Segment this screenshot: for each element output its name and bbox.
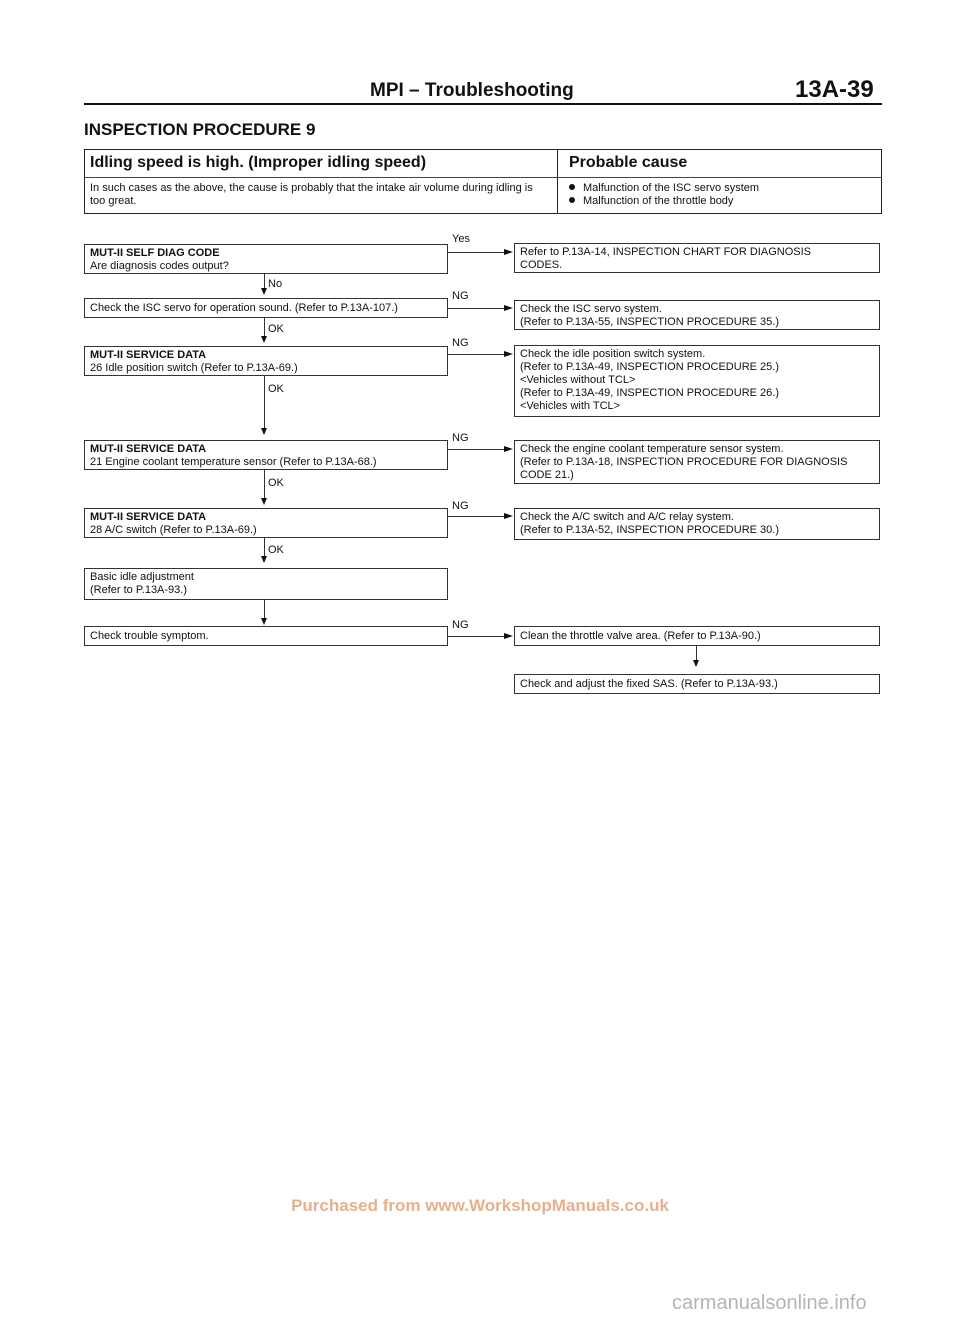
ng-label: NG bbox=[452, 290, 469, 302]
summary-table bbox=[84, 149, 882, 214]
ok-label: OK bbox=[268, 383, 284, 395]
probable-cause-item: Malfunction of the ISC servo system bbox=[569, 182, 759, 195]
action-text-line: (Refer to P.13A-52, INSPECTION PROCEDURE 30.) bbox=[520, 524, 779, 536]
arrow-down-icon bbox=[261, 556, 267, 563]
action-text-line: (Refer to P.13A-55, INSPECTION PROCEDURE 35.) bbox=[520, 316, 779, 328]
probable-cause-item: Malfunction of the throttle body bbox=[569, 195, 759, 208]
page-number: 13A-39 bbox=[795, 76, 874, 103]
bullet-icon bbox=[569, 197, 575, 203]
arrow-down-icon bbox=[261, 498, 267, 505]
action-text-line: Clean the throttle valve area. (Refer to P.13A-90.) bbox=[520, 630, 761, 642]
step-check-trouble-symptom-box bbox=[84, 626, 448, 646]
step-text: 26 Idle position switch (Refer to P.13A-69.) bbox=[90, 362, 298, 374]
action-ac-switch-relay-box bbox=[514, 508, 880, 540]
arrow-down-icon bbox=[261, 288, 267, 295]
action-text-line: CODE 21.) bbox=[520, 469, 574, 481]
arrow-right-icon bbox=[504, 351, 513, 357]
ng-label: NG bbox=[452, 337, 469, 349]
step-self-diag-code-box bbox=[84, 244, 448, 274]
action-text-line: Check and adjust the fixed SAS. (Refer to P.13A-93.) bbox=[520, 678, 778, 690]
connector-line bbox=[448, 449, 504, 450]
connector-line bbox=[696, 646, 697, 660]
purchase-footer: Purchased from www.WorkshopManuals.co.uk bbox=[291, 1196, 669, 1215]
action-idle-position-switch-box bbox=[514, 345, 880, 417]
step-text: Are diagnosis codes output? bbox=[90, 260, 229, 272]
step-title: MUT-II SERVICE DATA bbox=[90, 511, 207, 523]
summary-row-divider bbox=[85, 177, 881, 178]
action-coolant-temp-sensor-box bbox=[514, 440, 880, 484]
action-text-line: Check the ISC servo system. bbox=[520, 303, 662, 315]
connector-line bbox=[264, 470, 265, 498]
action-text-line: (Refer to P.13A-49, INSPECTION PROCEDURE 26.) bbox=[520, 387, 779, 399]
action-text-line: <Vehicles without TCL> bbox=[520, 374, 636, 386]
ng-label: NG bbox=[452, 432, 469, 444]
connector-line bbox=[264, 274, 265, 288]
connector-line bbox=[448, 516, 504, 517]
connector-line bbox=[264, 538, 265, 556]
header-rule bbox=[84, 103, 882, 105]
arrow-right-icon bbox=[504, 305, 513, 311]
step-ac-switch-box bbox=[84, 508, 448, 538]
ok-label: OK bbox=[268, 323, 284, 335]
step-text: 28 A/C switch (Refer to P.13A-69.) bbox=[90, 524, 257, 536]
probable-cause-list bbox=[569, 182, 759, 208]
step-idle-position-switch-box bbox=[84, 346, 448, 376]
action-clean-throttle-valve-box bbox=[514, 626, 880, 646]
no-label: No bbox=[268, 278, 283, 290]
action-diag-chart-box bbox=[514, 243, 880, 273]
bullet-icon bbox=[569, 184, 575, 190]
action-text-line: <Vehicles with TCL> bbox=[520, 400, 621, 412]
arrow-right-icon bbox=[504, 513, 513, 519]
connector-line bbox=[448, 636, 504, 637]
action-text-line: Refer to P.13A-14, INSPECTION CHART FOR DIAGNOSIS bbox=[520, 246, 811, 258]
action-text-line: CODES. bbox=[520, 259, 563, 271]
arrow-right-icon bbox=[504, 633, 513, 639]
ng-label: NG bbox=[452, 619, 469, 631]
step-text: Check the ISC servo for operation sound. (Refer to P.13A-107.) bbox=[90, 302, 398, 314]
watermark: carmanualsonline.info bbox=[672, 1292, 867, 1314]
connector-line bbox=[264, 600, 265, 618]
step-basic-idle-adjustment-box bbox=[84, 568, 448, 600]
probable-cause-heading: Probable cause bbox=[569, 154, 688, 171]
connector-line bbox=[264, 318, 265, 336]
arrow-down-icon bbox=[261, 618, 267, 625]
step-text: (Refer to P.13A-93.) bbox=[90, 584, 188, 596]
connector-line bbox=[448, 308, 504, 309]
step-title: MUT-II SELF DIAG CODE bbox=[90, 247, 220, 259]
summary-column-divider bbox=[557, 150, 558, 213]
action-text-line: Check the engine coolant temperature sensor system. bbox=[520, 443, 784, 455]
yes-label: Yes bbox=[452, 233, 470, 245]
action-isc-servo-system-box bbox=[514, 300, 880, 330]
step-text: Check trouble symptom. bbox=[90, 630, 209, 642]
arrow-down-icon bbox=[693, 660, 699, 667]
action-text-line: (Refer to P.13A-18, INSPECTION PROCEDURE FOR DIAGNOSIS bbox=[520, 456, 848, 468]
procedure-title: INSPECTION PROCEDURE 9 bbox=[84, 120, 316, 139]
symptom-heading: Idling speed is high. (Improper idling speed) bbox=[90, 154, 427, 171]
action-text-line: Check the idle position switch system. bbox=[520, 348, 706, 360]
ng-label: NG bbox=[452, 500, 469, 512]
step-isc-servo-sound-box bbox=[84, 298, 448, 318]
step-title: MUT-II SERVICE DATA bbox=[90, 349, 207, 361]
step-coolant-temp-sensor-box bbox=[84, 440, 448, 470]
arrow-right-icon bbox=[504, 446, 513, 452]
connector-line bbox=[448, 354, 504, 355]
step-text: Basic idle adjustment bbox=[90, 571, 194, 583]
action-adjust-fixed-sas-box bbox=[514, 674, 880, 694]
connector-line bbox=[448, 252, 504, 253]
ok-label: OK bbox=[268, 544, 284, 556]
symptom-condition-text: In such cases as the above, the cause is probably that the intake air volume during idling is too great. bbox=[90, 182, 533, 207]
action-text-line: Check the A/C switch and A/C relay system. bbox=[520, 511, 734, 523]
step-title: MUT-II SERVICE DATA bbox=[90, 443, 207, 455]
arrow-right-icon bbox=[504, 249, 513, 255]
arrow-down-icon bbox=[261, 336, 267, 343]
page-header-title: MPI – Troubleshooting bbox=[370, 80, 574, 101]
action-text-line: (Refer to P.13A-49, INSPECTION PROCEDURE 25.) bbox=[520, 361, 779, 373]
arrow-down-icon bbox=[261, 428, 267, 435]
connector-line bbox=[264, 376, 265, 428]
ok-label: OK bbox=[268, 477, 284, 489]
step-text: 21 Engine coolant temperature sensor (Refer to P.13A-68.) bbox=[90, 456, 377, 468]
